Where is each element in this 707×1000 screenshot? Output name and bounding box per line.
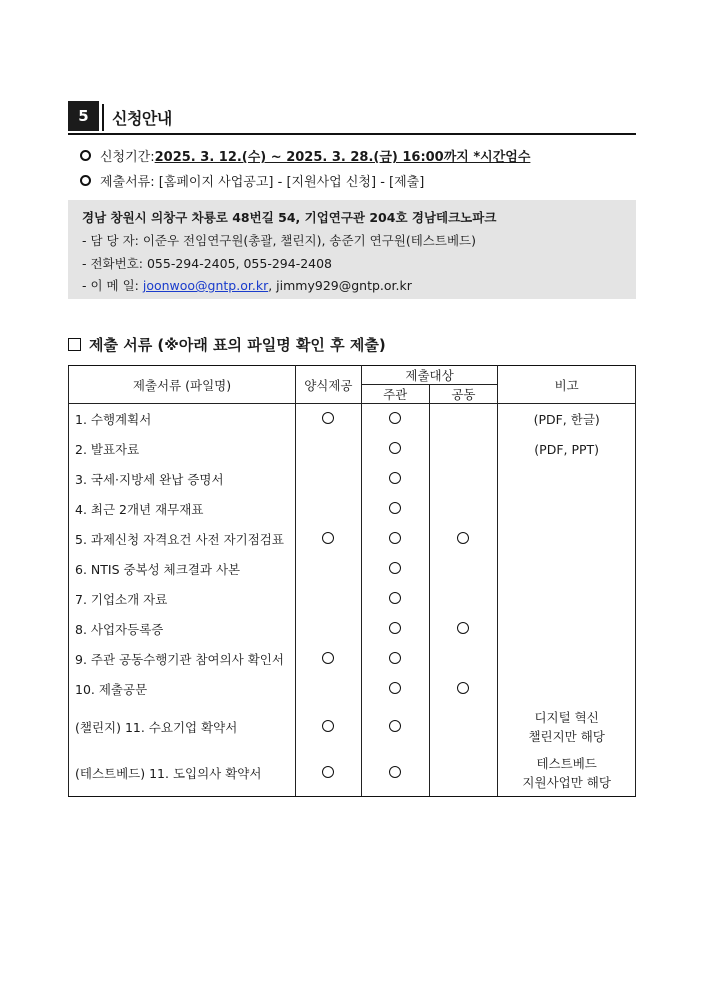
contact-manager: - 담 당 자: 이준우 전임연구원(총괄, 챌린지), 송준기 연구원(테스트베드)	[82, 233, 476, 248]
form-cell	[295, 434, 361, 464]
circle-mark-icon	[389, 442, 401, 454]
contact-address: 경남 창원시 의창구 차룡로 48번길 54, 기업연구관 204호 경남테크노파크	[82, 210, 497, 225]
main-cell	[361, 674, 429, 704]
form-cell	[295, 614, 361, 644]
application-period-value: 2025. 3. 12.(수) ~ 2025. 3. 28.(금) 16:00까지 *시간엄수	[154, 150, 531, 165]
remark-cell	[498, 674, 636, 704]
circle-mark-icon	[389, 622, 401, 634]
remark-cell	[498, 464, 636, 494]
table-row	[69, 404, 636, 435]
circle-mark-icon	[389, 472, 401, 484]
circle-mark-icon	[389, 652, 401, 664]
square-bullet-icon	[68, 338, 81, 351]
remark-cell	[498, 494, 636, 524]
remark-cell	[498, 644, 636, 674]
table-row	[69, 644, 636, 674]
remark-cell	[498, 750, 636, 797]
email-label: - 이 메 일:	[82, 278, 143, 293]
circle-mark-icon	[457, 532, 469, 544]
doc-name: 3. 국세·지방세 완납 증명서	[69, 464, 296, 494]
form-cell	[295, 704, 361, 750]
table-row	[69, 554, 636, 584]
remark-cell	[498, 524, 636, 554]
application-period-label: 신청기간:	[100, 150, 155, 165]
form-cell	[295, 494, 361, 524]
main-cell	[361, 644, 429, 674]
circle-mark-icon	[322, 766, 334, 778]
circle-mark-icon	[389, 502, 401, 514]
form-cell	[295, 404, 361, 435]
contact-phone: - 전화번호: 055-294-2405, 055-294-2408	[82, 256, 333, 271]
circle-mark-icon	[457, 682, 469, 694]
doc-name: 8. 사업자등록증	[69, 614, 296, 644]
circle-mark-icon	[389, 412, 401, 424]
form-cell	[295, 464, 361, 494]
header-name: 제출서류 (파일명)	[69, 366, 296, 404]
section-title: 신청안내	[112, 109, 172, 128]
joint-cell	[429, 584, 498, 614]
doc-name: (테스트베드) 11. 도입의사 확약서	[69, 750, 296, 797]
docs-title	[68, 334, 386, 355]
table-row	[69, 464, 636, 494]
header-joint: 공동	[429, 385, 498, 404]
table-row	[69, 704, 636, 750]
header-form: 양식제공	[295, 366, 361, 404]
doc-name: 10. 제출공문	[69, 674, 296, 704]
joint-cell	[429, 644, 498, 674]
circle-mark-icon	[322, 412, 334, 424]
docs-title-text: 제출 서류 (※아래 표의 파일명 확인 후 제출)	[89, 336, 386, 354]
submission-route	[80, 171, 424, 190]
circle-mark-icon	[457, 622, 469, 634]
main-cell	[361, 554, 429, 584]
email-link-primary[interactable]: joonwoo@gntp.or.kr	[142, 278, 269, 293]
contact-box	[68, 200, 636, 299]
email-secondary: jimmy929@gntp.or.kr	[276, 278, 412, 293]
remark-cell	[498, 704, 636, 750]
joint-cell	[429, 750, 498, 797]
remark-line: 지원사업만 해당	[522, 775, 611, 790]
circle-mark-icon	[389, 592, 401, 604]
circle-bullet-icon	[80, 150, 91, 161]
doc-name: 6. NTIS 중복성 체크결과 사본	[69, 554, 296, 584]
remark-cell: (PDF, PPT)	[498, 434, 636, 464]
contact-email	[82, 276, 412, 294]
table-row	[69, 524, 636, 554]
main-cell	[361, 494, 429, 524]
form-cell	[295, 750, 361, 797]
remark-line: 테스트베드	[536, 755, 597, 771]
form-cell	[295, 644, 361, 674]
form-cell	[295, 584, 361, 614]
doc-name: (챌린지) 11. 수요기업 확약서	[69, 704, 296, 750]
circle-mark-icon	[389, 720, 401, 732]
section-divider	[102, 104, 104, 131]
joint-cell	[429, 524, 498, 554]
main-cell	[361, 704, 429, 750]
documents-table	[68, 365, 636, 797]
doc-name: 4. 최근 2개년 재무재표	[69, 494, 296, 524]
main-cell	[361, 464, 429, 494]
section-heading	[68, 101, 636, 135]
joint-cell	[429, 464, 498, 494]
table-row	[69, 614, 636, 644]
table-row	[69, 494, 636, 524]
joint-cell	[429, 554, 498, 584]
circle-mark-icon	[389, 682, 401, 694]
joint-cell	[429, 674, 498, 704]
header-remark: 비고	[498, 366, 636, 404]
header-main: 주관	[361, 385, 429, 404]
main-cell	[361, 750, 429, 797]
form-cell	[295, 554, 361, 584]
circle-mark-icon	[389, 562, 401, 574]
circle-mark-icon	[322, 532, 334, 544]
doc-name: 5. 과제신청 자격요건 사전 자기점검표	[69, 524, 296, 554]
remark-cell	[498, 554, 636, 584]
main-cell	[361, 584, 429, 614]
remark-cell	[498, 584, 636, 614]
remark-line: 디지털 혁신	[534, 709, 599, 725]
table-row	[69, 750, 636, 797]
circle-bullet-icon	[80, 175, 91, 186]
header-target: 제출대상	[361, 366, 498, 385]
table-row	[69, 674, 636, 704]
joint-cell	[429, 494, 498, 524]
doc-name: 2. 발표자료	[69, 434, 296, 464]
main-cell	[361, 434, 429, 464]
section-number: 5	[68, 101, 99, 131]
main-cell	[361, 404, 429, 435]
main-cell	[361, 614, 429, 644]
circle-mark-icon	[322, 652, 334, 664]
circle-mark-icon	[322, 720, 334, 732]
email-separator: ,	[268, 278, 277, 293]
submission-route-text: 제출서류: [홈페이지 사업공고] - [지원사업 신청] - [제출]	[100, 175, 425, 190]
remark-cell: (PDF, 한글)	[498, 404, 636, 435]
remark-cell	[498, 614, 636, 644]
joint-cell	[429, 404, 498, 435]
table-row	[69, 434, 636, 464]
circle-mark-icon	[389, 532, 401, 544]
joint-cell	[429, 704, 498, 750]
form-cell	[295, 524, 361, 554]
application-period	[80, 146, 530, 165]
doc-name: 9. 주관 공동수행기관 참여의사 확인서	[69, 644, 296, 674]
doc-name: 7. 기업소개 자료	[69, 584, 296, 614]
main-cell	[361, 524, 429, 554]
joint-cell	[429, 434, 498, 464]
remark-line: 챌린지만 해당	[528, 729, 605, 744]
table-row	[69, 584, 636, 614]
doc-name: 1. 수행계획서	[69, 404, 296, 435]
circle-mark-icon	[389, 766, 401, 778]
form-cell	[295, 674, 361, 704]
joint-cell	[429, 614, 498, 644]
